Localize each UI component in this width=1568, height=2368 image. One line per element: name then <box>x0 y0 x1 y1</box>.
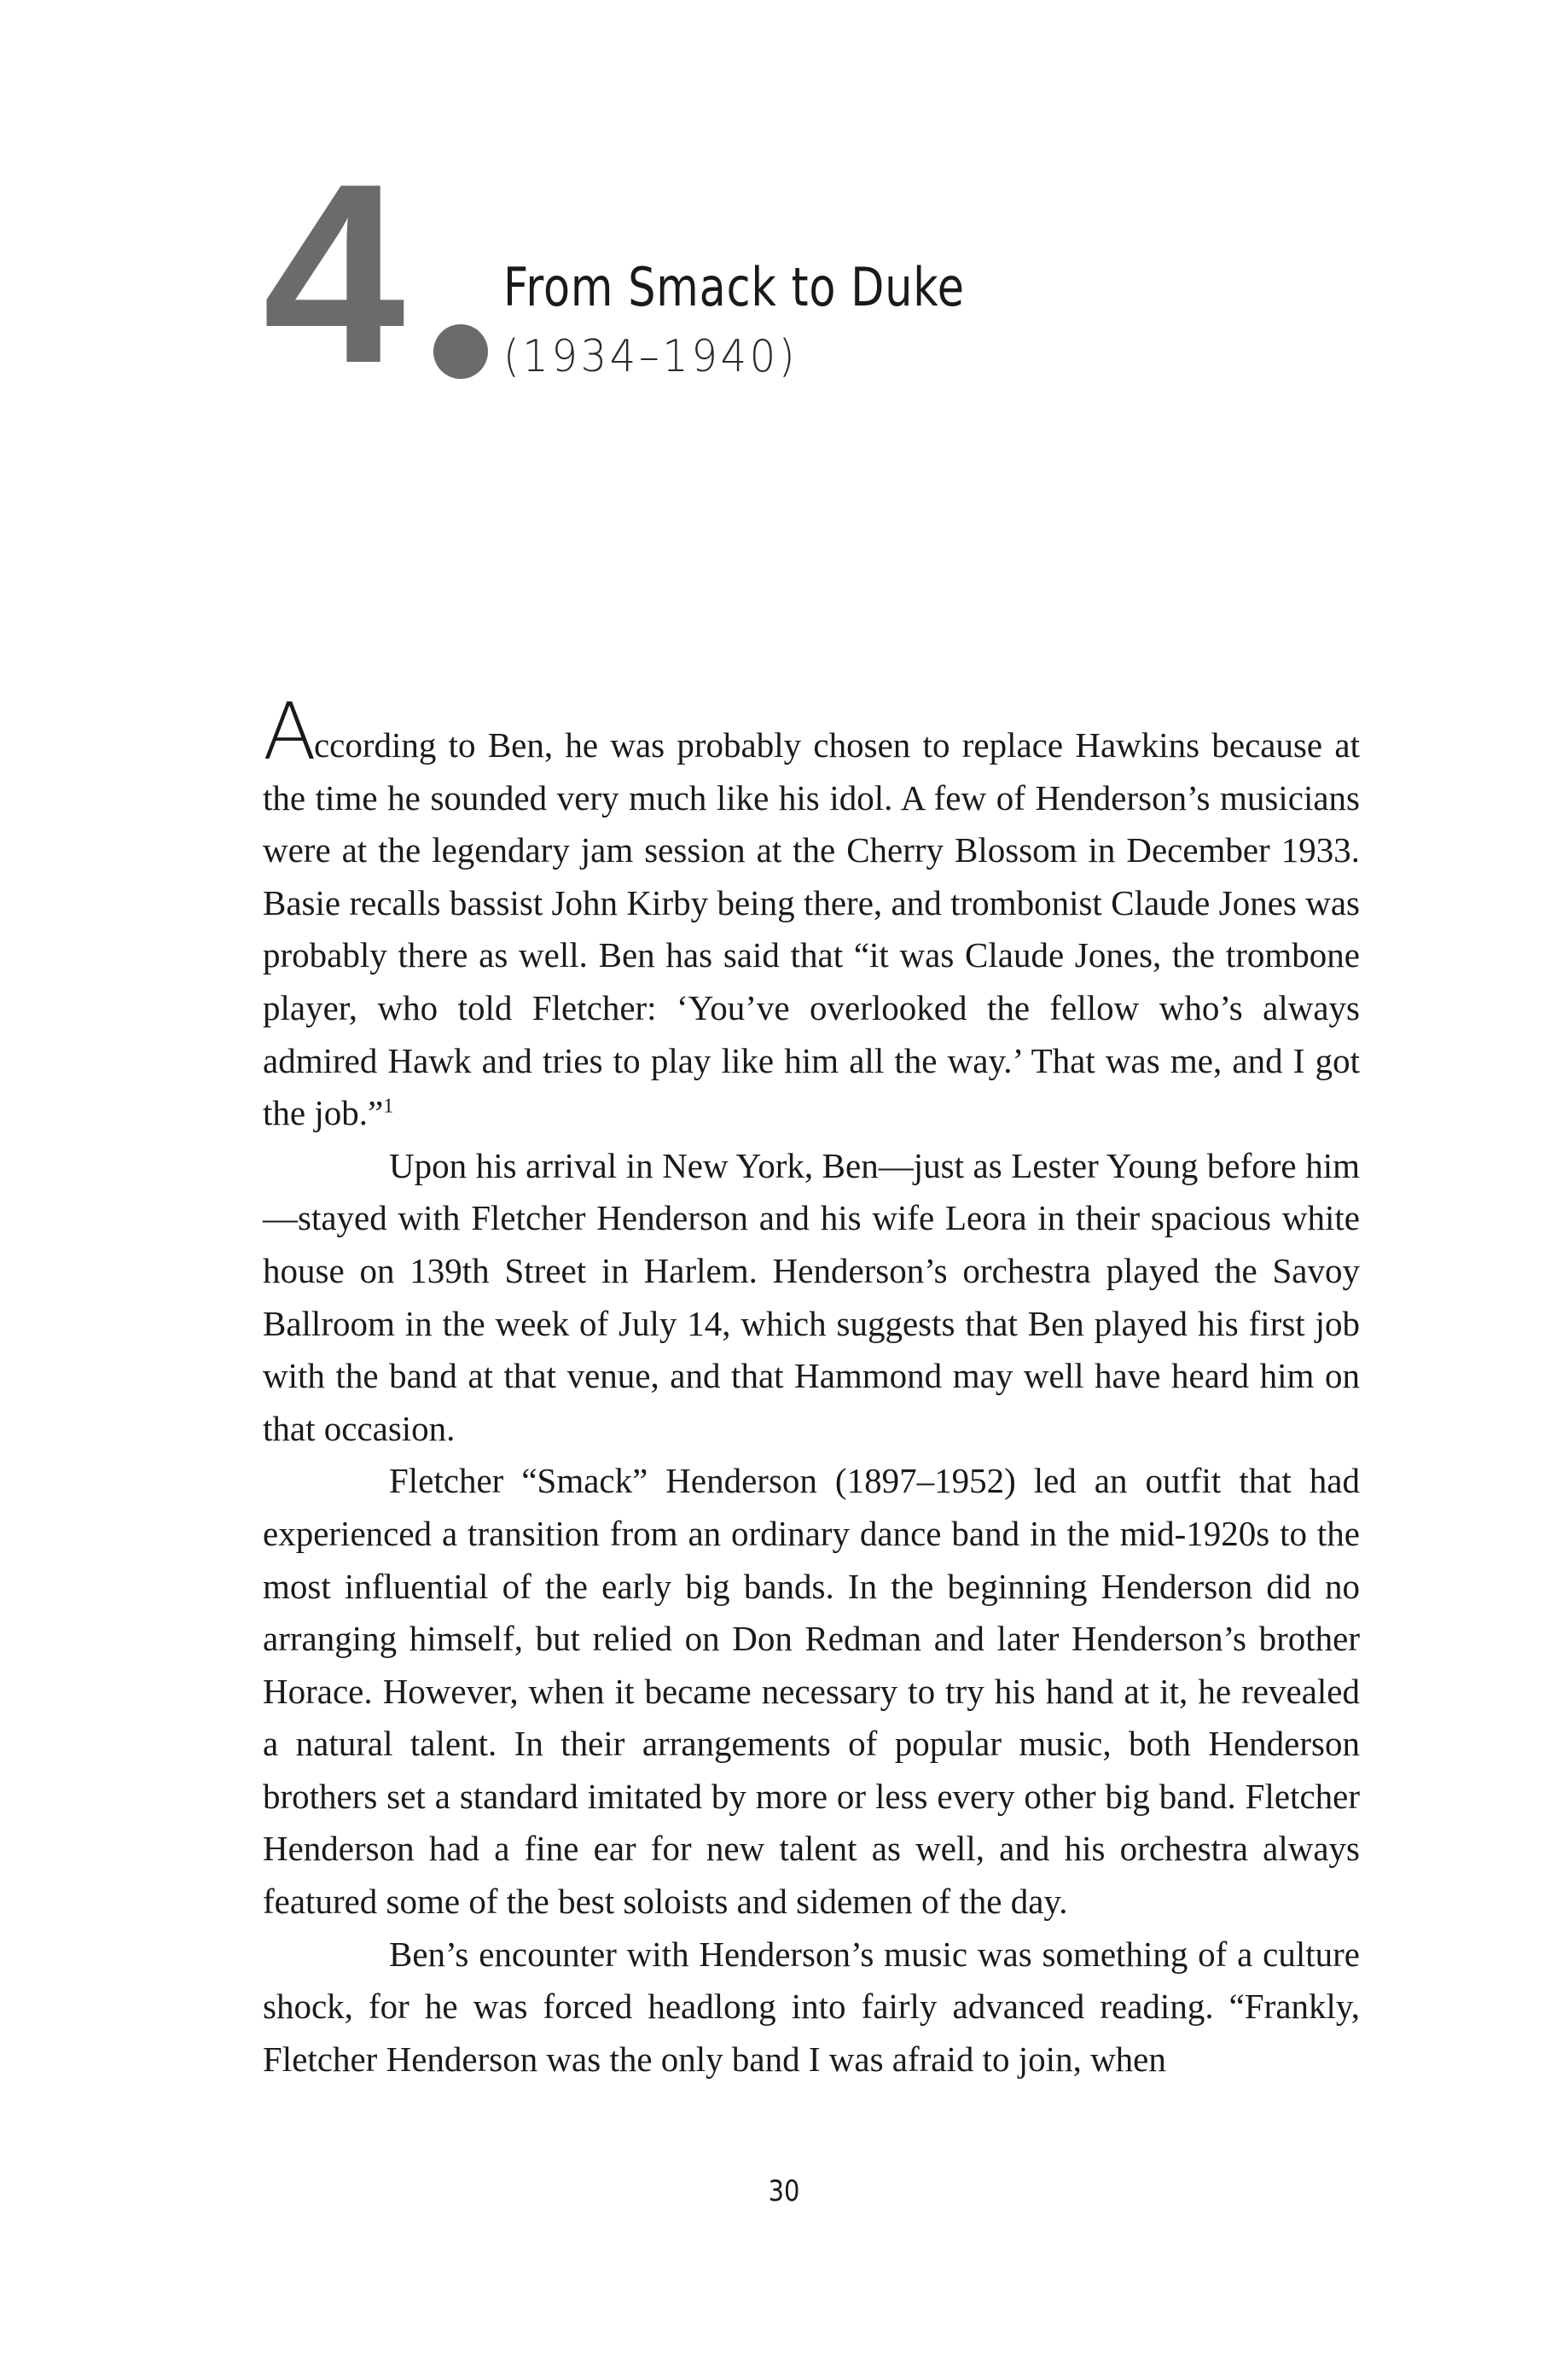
paragraph-2: Upon his arrival in New York, Ben—just as Lester Young before him—stayed with Fletcher Henderson and his wife Leora in their spacious white house on 139th Street in Harlem. Henderson’s orchestra played the Savoy Ballroom in the week of July 14, which suggests that Ben played his first job with the band at that venue, and that Hammond may well have heard him on that occasion. <box>263 1145 1360 1448</box>
paragraph-4: Ben’s encounter with Henderson’s music was something of a culture shock, for he was forced headlong into fairly advanced reading. “Frankly, Fletcher Henderson was the only band I was afraid to join, when <box>263 1934 1360 2079</box>
paragraph-1-text: ccording to Ben, he was probably chosen to replace Hawkins because at the time he sounded very much like his idol. A few of Henderson’s musicians were at the legendary jam session at the Cherry Blossom in December 1933. Basie recalls bassist John Kirby being there, and trombonist Claude Jones was probably there as well. Ben has said that “it was Claude Jones, the trombone player, who told Fletcher: ‘You’ve overlooked the fellow who’s always admired Hawk and tries to play like him all the way.’ That was me, and I got the job.” <box>263 725 1360 1133</box>
footnote-reference[interactable]: 1 <box>383 1095 394 1118</box>
body-text <box>263 686 1360 2086</box>
paragraph-3: Fletcher “Smack” Henderson (1897–1952) led an outfit that had experienced a transition from an ordinary dance band in the mid-1920s to the most influential of the early big bands. In the beginning Henderson did no arranging himself, but relied on Don Redman and later Henderson’s brother Horace. However, when it became necessary to try his hand at it, he revealed a natural talent. In their arrangements of popular music, both Henderson brothers set a standard imitated by more or less every other big band. Fletcher Henderson had a fine ear for new talent as well, and his orchestra always featured some of the best soloists and sidemen of the day. <box>263 1461 1360 1922</box>
chapter-number: 4 <box>263 130 398 416</box>
initial-letter: A <box>263 686 313 777</box>
chapter-years: (1934–1940) <box>503 331 799 382</box>
chapter-title: From Smack to Duke <box>503 256 965 318</box>
page-number: 30 <box>768 2174 800 2208</box>
chapter-dot <box>433 324 488 379</box>
chapter-header <box>263 130 1372 416</box>
paragraph-1 <box>263 686 1360 1140</box>
